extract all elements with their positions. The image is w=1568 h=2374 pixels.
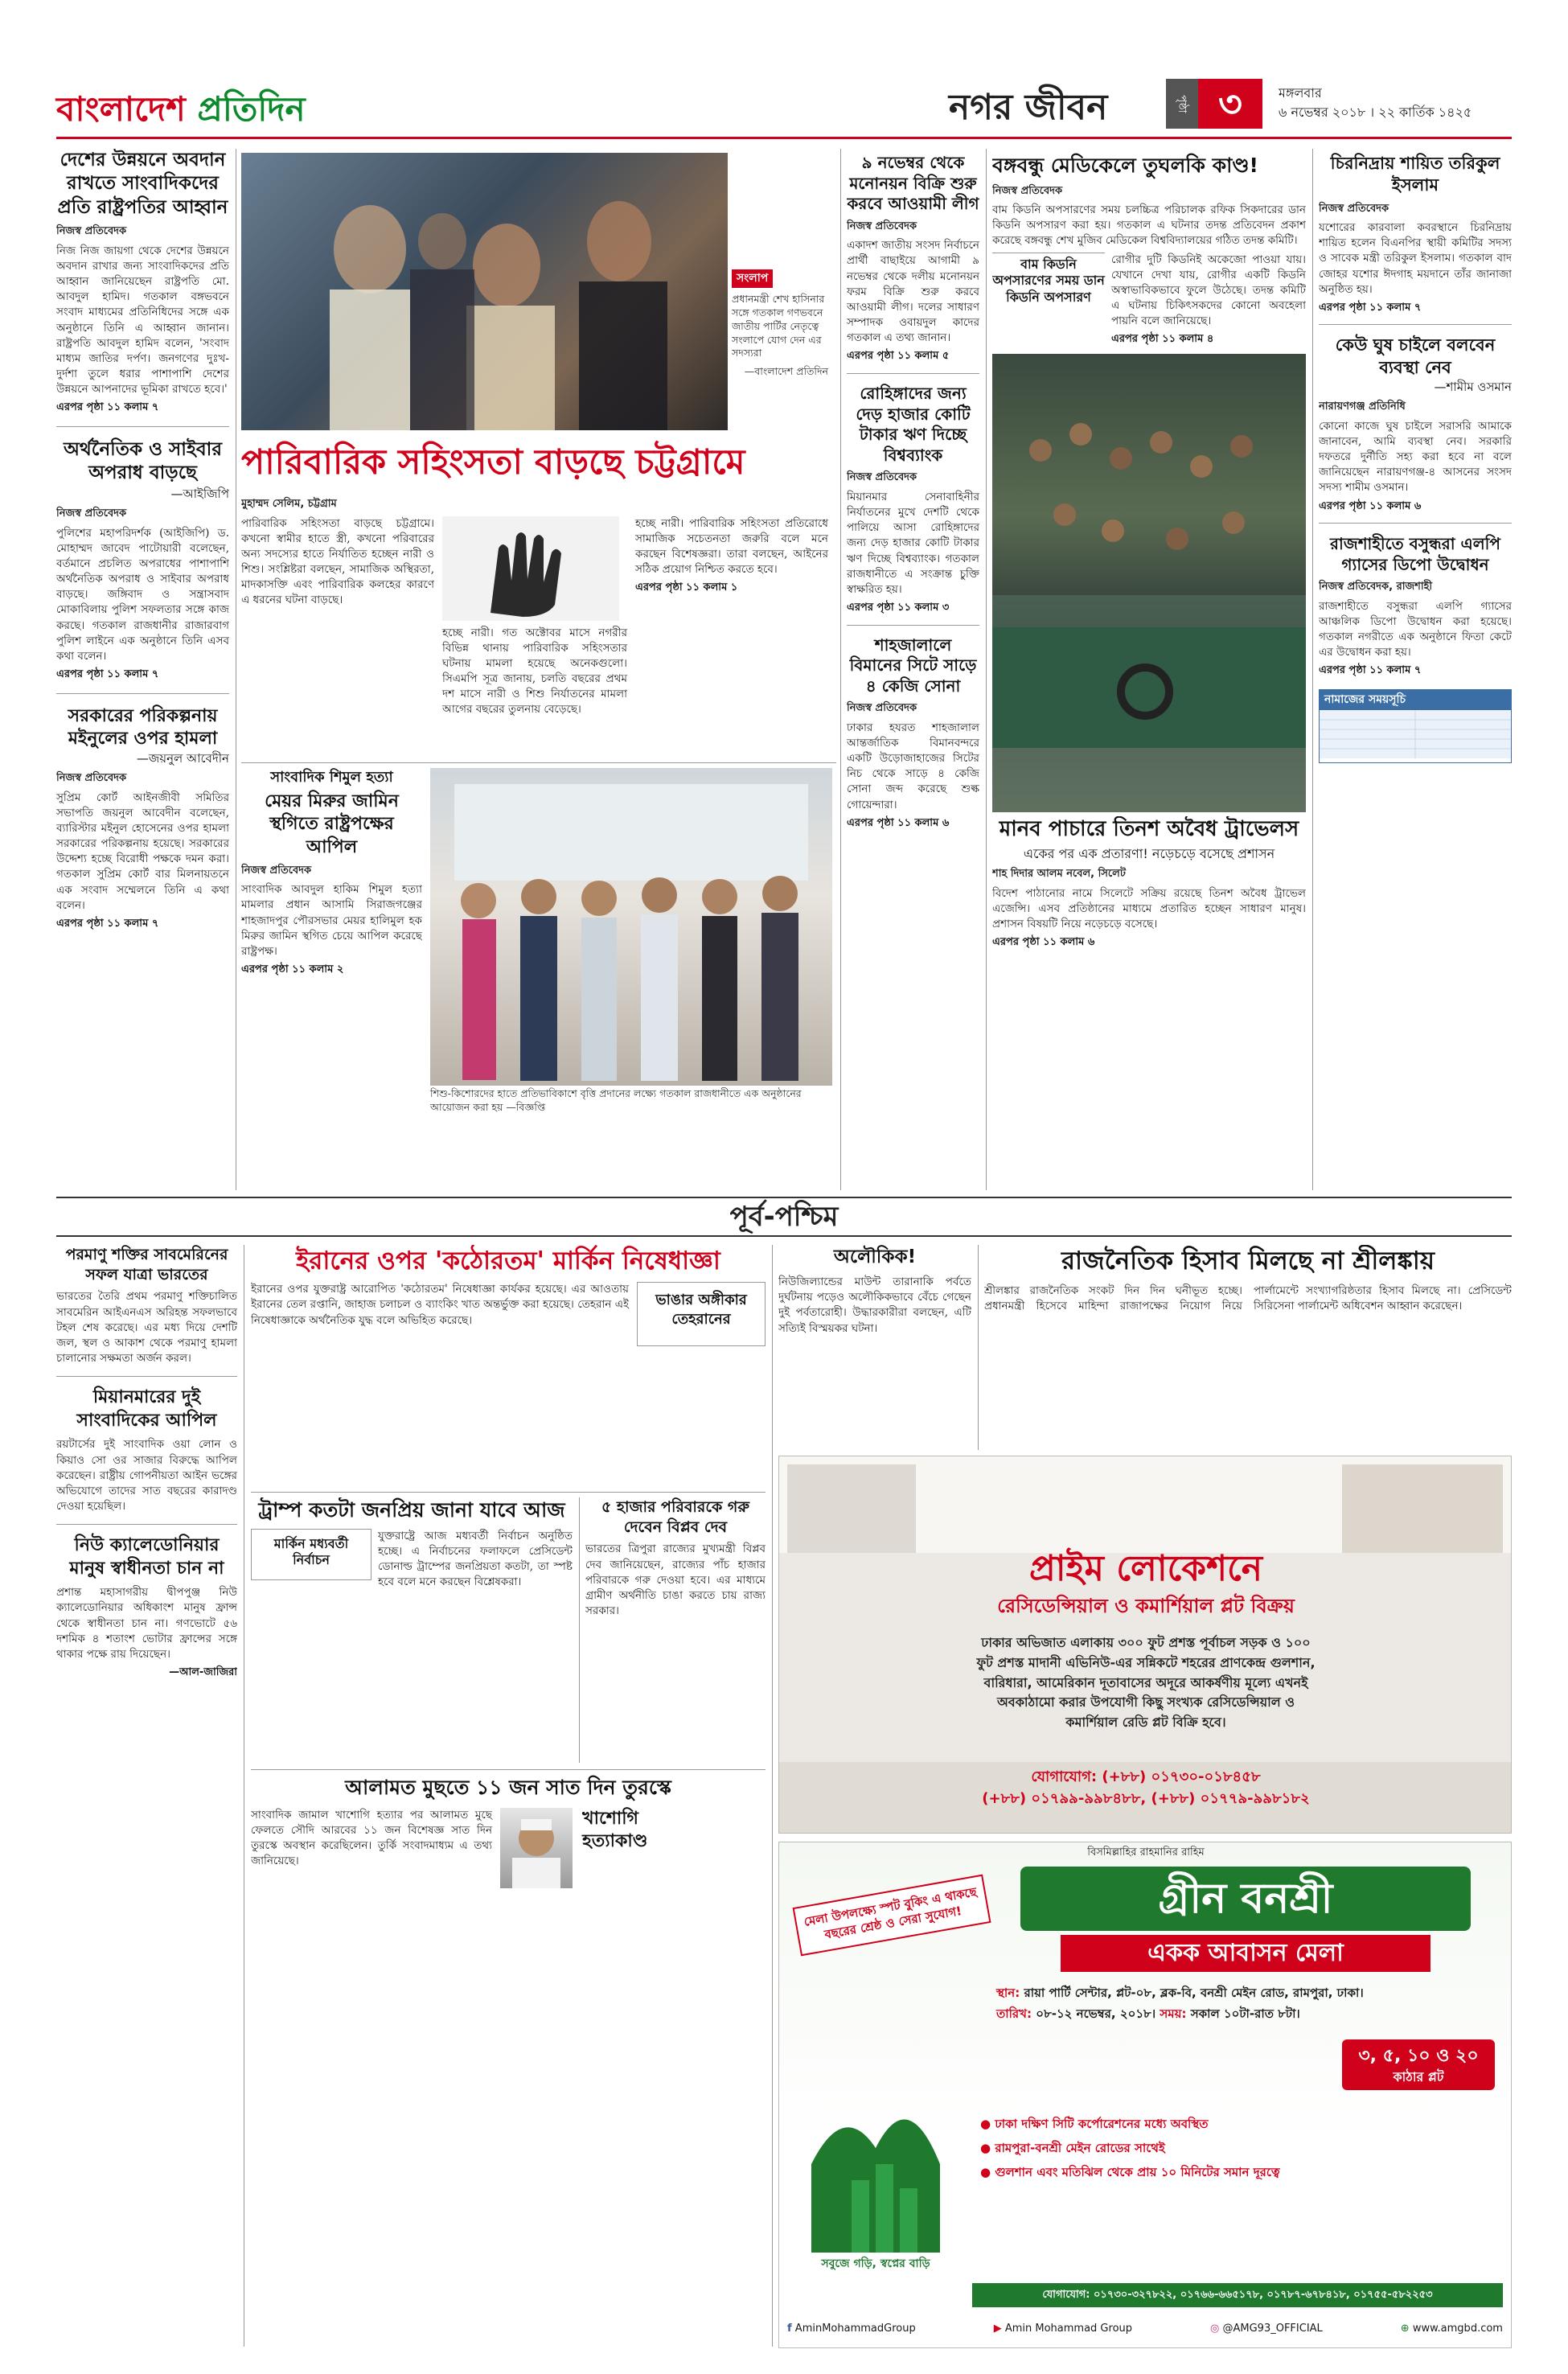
section-banner xyxy=(56,1197,1512,1237)
article-inset-quote: ভাঙার অঙ্গীকার তেহরানের xyxy=(637,1282,766,1346)
instagram-handle: @AMG93_OFFICIAL xyxy=(1222,2323,1323,2335)
portrait-icon xyxy=(500,1808,573,1888)
day-text: মঙ্গলবার xyxy=(1279,85,1322,101)
article-shamim[interactable] xyxy=(1319,335,1512,513)
article-body: পুলিশের মহাপরিদর্শক (আইজিপি) ড. মোহাম্মদ জাবেদ পাটোয়ারী বলেছেন, বর্তমানে প্রচলিত অপরাধের পাশাপাশি অর্থনৈতিক অপরাধ ও সাইবার অপরাধ বাড়ছে। জঙ্গিবাদ ও সন্ত্রাসবাদ মোকাবিলায় পুলিশ সফলতার সঙ্গে কাজ করছে। গতকাল রাজধানীর রাজারবাগ পুলিশ লাইনে এক অনুষ্ঠানে তিনি এসব কথা বলেন। xyxy=(56,526,229,663)
divider xyxy=(56,1376,237,1377)
globe-icon: ⊕ xyxy=(1400,2323,1410,2335)
benefit-text: রামপুরা-বনশ্রী মেইন রোডের সাথেই xyxy=(995,2141,1165,2155)
article-body: যুক্তরাষ্ট্রে আজ মধ্যবর্তী নির্বাচন অনুষ্ঠিত হচ্ছে। এ নির্বাচনের ফলাফলে প্রেসিডেন্ট ডোনাল্ড ট্রাম্পের জনপ্রিয়তা কতটা, তা স্পষ্ট হবে বলে মনে করছেন বিশ্লেষকরা। xyxy=(378,1529,573,1588)
facebook-handle: AminMohammadGroup xyxy=(794,2323,916,2335)
photo-caption xyxy=(430,1087,832,1119)
instagram-link[interactable] xyxy=(1210,2317,1323,2341)
byline: নিজস্ব প্রতিবেদক xyxy=(241,864,312,877)
byline: নিজস্ব প্রতিবেদক xyxy=(56,225,127,238)
masthead xyxy=(56,72,1512,137)
event-photo[interactable] xyxy=(430,768,832,1086)
article-headline[interactable]: ট্রাম্প কতটা জনপ্রিয় জানা যাবে আজ xyxy=(258,1498,565,1522)
boat-photo[interactable] xyxy=(992,354,1306,812)
venue-value: রায়া পার্টি সেন্টার, প্লট-০৮, ব্লক-বি, বনশ্রী মেইন রোড, রামপুরা, ঢাকা। xyxy=(1024,1986,1364,2000)
article-headline[interactable]: ৯ নভেম্বর থেকে মনোনয়ন বিক্রি শুরু করবে আওয়ামী লীগ xyxy=(847,153,979,214)
prayer-times-table xyxy=(1320,710,1511,758)
continued-note: এরপর পৃষ্ঠা ১১ কলাম ৭ xyxy=(1319,664,1422,677)
divider xyxy=(847,625,979,626)
article-shimul[interactable] xyxy=(241,768,422,1190)
far-right-column xyxy=(1319,153,1512,1190)
divider xyxy=(1319,523,1512,524)
ad-brand: গ্রীন বনশ্রী xyxy=(1020,1867,1471,1931)
ad-brand-logo xyxy=(795,2052,956,2253)
article-body: সুপ্রিম কোর্ট আইনজীবী সমিতির সভাপতি জয়নুল আবেদীন বলেছেন, ব্যারিস্টার মইনুল হোসেনের ওপর হামলা সরকারের পরিকল্পনায় হয়েছে। সরকারের উদ্দেশ্য হচ্ছে বিরোধী পক্ষকে দমন করা। গতকাল সুপ্রিম কোর্ট বার মিলনায়তনে এক সংবাদ সম্মেলনে তিনি এ কথা বলেন। xyxy=(56,791,229,912)
dateline xyxy=(1279,84,1472,122)
intl-left-column xyxy=(56,1245,237,2347)
article-body: একাদশ জাতীয় সংসদ নির্বাচনে প্রার্থী বাছাইয়ে আগামী ৯ নভেম্বর থেকে দলীয় মনোনয়ন ফরম বিক্রি শুরু করবে আওয়ামী লীগ। দলের সাধারণ সম্পাদক ওবায়দুল কাদের গতকাল এ তথ্য জানান। xyxy=(847,239,979,345)
article-body-col3: হচ্ছে নারী। পারিবারিক সহিংসতা প্রতিরোধে সামাজিক সচেতনতা জরুরি বলে মনে করছেন বিশেষজ্ঞরা। তারা বলছেন, আইনের সঠিক প্রয়োগ নিশ্চিত করতে হবে। xyxy=(635,516,828,577)
continued-note: এরপর পৃষ্ঠা ১১ কলাম ৭ xyxy=(1319,301,1422,314)
column-rule xyxy=(772,1245,773,2347)
prayer-times-box xyxy=(1319,689,1512,763)
article-headline[interactable]: রাজশাহীতে বসুন্ধরা এলপি গ্যাসের ডিপো উদ্বোধন xyxy=(1330,534,1500,575)
divider xyxy=(251,1769,766,1770)
ad-social-links xyxy=(787,2317,1503,2341)
prayer-times-title: নামাজের সময়সূচি xyxy=(1320,690,1511,710)
divider xyxy=(251,1492,766,1493)
article-headline[interactable]: রাজনৈতিক হিসাব মিলছে না শ্রীলঙ্কায় xyxy=(1061,1247,1435,1275)
ad-benefit-item: ● ঢাকা দক্ষিণ সিটি কর্পোরেশনের মধ্যে অবস্থিত xyxy=(980,2117,1209,2131)
ad-subheadline: রেসিডেন্সিয়াল ও কমার্শিয়াল প্লট বিক্রয় xyxy=(997,1595,1295,1617)
article-body: যশোরের কারবালা কবরস্থানে চিরনিদ্রায় শায়িত হলেন বিএনপির স্থায়ী কমিটির সদস্য ও সাবেক মন্ত্রী তরিকুল ইসলাম। গতকাল বাদ জোহর যশোর ঈদগাহ ময়দানে তাঁর জানাজা অনুষ্ঠিত হয়। xyxy=(1319,221,1512,296)
facebook-icon: f xyxy=(787,2323,792,2335)
advert-green-banasree[interactable] xyxy=(778,1842,1512,2348)
ad-slogan: সবুজে গড়ি, স্বপ্নের বাড়ি xyxy=(821,2257,930,2270)
article-headline[interactable]: অলৌকিক! xyxy=(833,1247,917,1267)
article-president[interactable] xyxy=(56,149,229,415)
benefit-text: গুলশান এবং মতিঝিল থেকে প্রায় ১০ মিনিটের সমান দূরত্বে xyxy=(995,2165,1280,2179)
ad-venue xyxy=(996,1983,1503,2004)
ad-benefits xyxy=(980,2112,1495,2184)
ad-copy-line: ফুট প্রশস্ত মাদানী এভিনিউ-এর সন্নিকটে শহরের প্রাণকেন্দ্র গুলশান, xyxy=(976,1654,1316,1670)
ad-spot-booking-tag: মেলা উপলক্ষ্যে স্পট বুকিং এ থাকছে বছরের শ্রেষ্ঠ ও সেরা সুযোগ! xyxy=(793,1875,991,1956)
article-body: রয়টার্সের দুই সাংবাদিক ওয়া লোন ও কিয়াও সো ওর সাজার বিরুদ্ধে আপিল করেছেন। রাষ্ট্রীয় গোপনীয়তা আইন ভঙ্গের অভিযোগে তাদের সাত বছরের কারাদণ্ড দেওয়া হয়েছিল। xyxy=(56,1438,237,1513)
article-headline[interactable]: দেশের উন্নয়নে অবদান রাখতে সাংবাদিকদের প্রতি রাষ্ট্রপতির আহ্বান xyxy=(57,150,228,218)
venue-label: স্থান: xyxy=(996,1986,1020,2000)
building-leaf-icon xyxy=(795,2052,956,2253)
article-headline[interactable]: রোহিঙ্গাদের জন্য দেড় হাজার কোটি টাকার ঋণ দিচ্ছে বিশ্বব্যাংক xyxy=(856,383,971,465)
article-body: বিদেশ পাঠানোর নামে সিলেটে সক্রিয় রয়েছে তিনশ অবৈধ ট্রাভেল এজেন্সি। এসব প্রতিষ্ঠানের মাধ্যমে প্রতারিত হচ্ছেন সাধারণ মানুষ। প্রশাসন বিষয়টি নিয়ে নড়েচড়ে বসেছে। xyxy=(992,886,1306,931)
ad-copy xyxy=(827,1633,1464,1733)
continued-note: এরপর পৃষ্ঠা ১১ কলাম ৭ xyxy=(56,917,159,930)
article-subheadline: একের পর এক প্রতারণা! নড়েচড়ে বসেছে প্রশাসন xyxy=(1023,845,1275,861)
continued-note: এরপর পৃষ্ঠা ১১ কলাম ১ xyxy=(635,581,738,594)
article-inset-quote: বাম কিডনি অপসারণের সময় ডান কিডনি অপসারণ xyxy=(992,253,1105,346)
lead-sidebar xyxy=(732,269,828,430)
article-awami[interactable] xyxy=(847,153,979,363)
instagram-icon: ◎ xyxy=(1210,2323,1220,2335)
article-cow[interactable] xyxy=(585,1497,766,1763)
byline: নিজস্ব প্রতিবেদক xyxy=(992,184,1063,197)
ad-fair-title: একক আবাসন মেলা xyxy=(1061,1935,1430,1972)
photo-credit: —বাংলাদেশ প্রতিদিন xyxy=(744,365,828,378)
byline: নিজস্ব প্রতিবেদক xyxy=(1319,202,1389,215)
ad-event-details xyxy=(996,1983,1503,2024)
date-label: তারিখ: xyxy=(996,2006,1032,2021)
page-label: পৃষ্ঠা xyxy=(1166,79,1198,129)
article-body: মিয়ানমার সেনাবাহিনীর নির্যাতনের মুখে দেশটি থেকে পালিয়ে আসা রোহিঙ্গাদের জন্য দেড় হাজার কোটি টাকার ঋণ দিচ্ছে বিশ্বব্যাংক। গতকাল রাজধানীতে এ সংক্রান্ত চুক্তি স্বাক্ষরিত হয়। xyxy=(847,490,979,596)
quote-author: —জয়নুল আবেদীন xyxy=(136,750,229,766)
article-igp[interactable] xyxy=(56,438,229,682)
ad-date xyxy=(996,2004,1503,2025)
article-bashundhara[interactable] xyxy=(1319,533,1512,678)
ad-plot-sizes xyxy=(1342,2039,1495,2090)
article-headline[interactable]: অর্থনৈতিক ও সাইবার অপরাধ বাড়ছে xyxy=(63,438,223,484)
source-credit: —আল-জাজিরা xyxy=(169,1666,237,1679)
plot-sizes-value: ৩, ৫, ১০ ও ২০ xyxy=(1358,2046,1479,2066)
byline: নিজস্ব প্রতিবেদক xyxy=(847,471,917,484)
divider xyxy=(241,762,836,763)
article-headline[interactable]: পরমাণু শক্তির সাবমেরিনের সফল যাত্রা ভারতের xyxy=(65,1246,228,1284)
mid-column xyxy=(847,153,979,1190)
article-headline[interactable]: সরকারের পরিকল্পনায় মইনুলের ওপর হামলা xyxy=(68,705,218,749)
ad-contact-line: যোগাযোগ: (+৮৮) ০১৭৩০-০১৮৪৫৮ xyxy=(1031,1768,1261,1785)
article-myanmar[interactable] xyxy=(56,1386,237,1514)
article-headline[interactable]: মিয়ানমারের দুই সাংবাদিকের আপিল xyxy=(76,1387,217,1431)
article-headline[interactable]: শাহজালালে বিমানের সিটে সাড়ে ৪ কেজি সোনা xyxy=(849,635,977,696)
article-headline[interactable]: চিরনিদ্রায় শায়িত তরিকুল ইসলাম xyxy=(1330,154,1500,195)
ad-contact-line: (+৮৮) ০১৭৯৯-৯৯৮৪৮৮, (+৮৮) ০১৭৭৯-৯৯৮১৮২ xyxy=(982,1790,1310,1807)
photo-caption: প্রধানমন্ত্রী শেখ হাসিনার সঙ্গে গতকাল গণভবনে জাতীয় পার্টির নেতৃত্বে সংলাপে যোগ দেন এর সদস্যরা xyxy=(732,292,825,359)
article-headline[interactable]: আলামত মুছতে ১১ জন সাত দিন তুরস্কে xyxy=(345,1776,671,1799)
benefit-text: ঢাকা দক্ষিণ সিটি কর্পোরেশনের মধ্যে অবস্থিত xyxy=(995,2117,1209,2131)
article-body-continued: রোগীর দুটি কিডনিই অকেজো পাওয়া যায়। যেখানে দেখা যায়, রোগীর একটি কিডনি অস্বাভাবিকভাবে ফুলে উঠেছে। তদন্ত কমিটি এ ঘটনায় চিকিৎসকদের কোনো অবহেলা পায়নি বলে জানিয়েছে। xyxy=(1111,253,1306,328)
article-headline[interactable]: ৫ হাজার পরিবারকে গরু দেবেন বিপ্লব দেব xyxy=(601,1498,749,1536)
article-body: ইরানের ওপর যুক্তরাষ্ট্র আরোপিত 'কঠোরতম' নিষেধাজ্ঞা কার্যকর হয়েছে। এর আওতায় ইরানের তেল রপ্তানি, জাহাজ চলাচল ও ব্যাংকিং খাত অন্তর্ভুক্ত করা হয়েছে। তেহরান এই নিষেধাজ্ঞাকে অর্থনৈতিক যুদ্ধ বলে অভিহিত করেছে। xyxy=(251,1283,629,1327)
website-url: www.amgbd.com xyxy=(1412,2323,1503,2335)
article-headline[interactable]: ইরানের ওপর 'কঠোরতম' মার্কিন নিষেধাজ্ঞা xyxy=(296,1247,720,1275)
article-body-col2: হচ্ছে নারী। গত অক্টোবর মাসে নগরীর বিভিন্ন থানায় পারিবারিক সহিংসতার ঘটনায় মামলা হয়েছে অনেকগুলো। সিএমপি সূত্র জানায়, চলতি বছরের প্রথম দশ মাসে নারী ও শিশু নির্যাতনের মামলা আগের বছরের তুলনায় বেড়েছে। xyxy=(442,626,627,717)
lead-photo-figures xyxy=(241,153,728,430)
divider xyxy=(56,693,229,694)
lead-article xyxy=(241,492,836,758)
ad-headline: প্রাইম লোকেশনে xyxy=(1028,1548,1263,1589)
caption-text: শিশু-কিশোরদের হাতে প্রতিভাবিকাশে বৃত্তি প্রদানের লক্ষ্যে গতকাল রাজধানীতে এক অনুষ্ঠানের আয়োজন করা হয় xyxy=(430,1087,802,1113)
youtube-icon: ▶ xyxy=(993,2323,1002,2335)
article-body: প্রশান্ত মহাসাগরীয় দ্বীপপুঞ্জ নিউ ক্যালেডোনিয়ার অধিকাংশ মানুষ ফ্রান্স থেকে স্বাধীনতা চান না। গণভোটে ৫৬ দশমিক ৪ শতাংশ ভোটার ফ্রান্সের সঙ্গে থাকার পক্ষে রায় দিয়েছেন। xyxy=(56,1586,237,1661)
lead-photo[interactable] xyxy=(241,153,728,430)
article-body: ঢাকার হযরত শাহজালাল আন্তর্জাতিক বিমানবন্দরে একটি উড়োজাহাজের সিটের নিচ থেকে সাড়ে ৪ কেজি সোনা জব্দ করেছে শুল্ক গোয়েন্দারা। xyxy=(847,721,979,811)
ad-bismillah: বিসমিল্লাহির রাহমানির রাহিম xyxy=(1087,1846,1205,1859)
continued-note: এরপর পৃষ্ঠা ১১ কলাম ৬ xyxy=(1319,499,1422,512)
page-number-box xyxy=(1166,79,1262,129)
page-number: ৩ xyxy=(1198,79,1262,129)
logo-main-text: বাংলাদেশ xyxy=(56,89,186,129)
article-inset-quote: খাশোগি হত্যাকাণ্ড xyxy=(582,1808,648,1852)
article-body: সাংবাদিক জামাল খাশোগি হত্যার পর আলামত মুছে ফেলতে সৌদি আরবের ১১ জন বিশেষজ্ঞ সাত দিন তুরস্কে অবস্থান করেছিলেন। তুর্কি সংবাদমাধ্যম এ তথ্য জানিয়েছে। xyxy=(251,1808,492,1867)
logo-accent-text: প্রতিদিন xyxy=(197,89,306,129)
youtube-link[interactable] xyxy=(994,2317,1132,2341)
article-rohingya[interactable] xyxy=(847,384,979,615)
column-rule xyxy=(579,1497,580,1763)
violence-illustration xyxy=(442,516,619,621)
byline: নিজস্ব প্রতিবেদক xyxy=(56,507,127,520)
continued-note: এরপর পৃষ্ঠা ১১ কলাম ৩ xyxy=(847,601,950,614)
ad-copy-line: ঢাকার অভিজাত এলাকায় ৩০০ ফুট প্রশস্ত পূর্বাচল সড়ক ও ১০০ xyxy=(981,1635,1311,1650)
time-label: সময়: xyxy=(1160,2006,1187,2021)
date-text: ৬ নভেম্বর ২০১৮ । ২২ কার্তিক ১৪২৫ xyxy=(1279,105,1472,120)
event-photo-figures xyxy=(430,768,832,1086)
article-body: ভারতের তৈরি প্রথম পরমাণু শক্তিচালিত সাবমেরিন আইএনএস অরিহন্ত সফলভাবে টহল শেষ করেছে। এর মধ্য দিয়ে দেশটি জল, স্থল ও আকাশ থেকে পরমাণু হামলা চালানোর সক্ষমতা অর্জন করল। xyxy=(56,1290,237,1365)
sidebar-tag: সংলাপ xyxy=(732,269,773,288)
article-moinul[interactable] xyxy=(56,705,229,931)
byline: শাহ দিদার আলম নবেল, সিলেট xyxy=(992,868,1126,881)
section-banner-title: পূর্ব-পশ্চিম xyxy=(729,1201,839,1233)
continued-note: এরপর পৃষ্ঠা ১১ কলাম ৬ xyxy=(847,816,950,829)
ad-benefit-item: ● গুলশান এবং মতিঝিল থেকে প্রায় ১০ মিনিটের সমান দূরত্বে xyxy=(980,2165,1280,2179)
byline: নিজস্ব প্রতিবেদক, রাজশাহী xyxy=(1319,581,1433,594)
column-rule xyxy=(840,149,841,1190)
column-rule xyxy=(986,149,987,1190)
byline: নারায়ণগঞ্জ প্রতিনিধি xyxy=(1319,400,1406,413)
article-body: নিউজিল্যান্ডের মাউন্ট তারানাকি পর্বতে দুর্ঘটনায় পড়েও অলৌকিকভাবে বেঁচে গেছেন দুই পর্বতারোহী। উদ্ধারকারীরা বলছেন, এটি সত্যিই বিস্ময়কর ঘটনা। xyxy=(778,1275,971,1335)
byline: নিজস্ব প্রতিবেদক xyxy=(847,220,917,232)
lead-headline[interactable]: পারিবারিক সহিংসতা বাড়ছে চট্টগ্রামে xyxy=(241,442,745,483)
date-value: ০৮-১২ নভেম্বর, ২০১৮। xyxy=(1036,2006,1156,2021)
divider xyxy=(847,373,979,374)
article-trump[interactable] xyxy=(251,1497,573,1763)
khashoggi-portrait xyxy=(500,1808,573,1888)
divider xyxy=(56,1524,237,1525)
newspaper-logo[interactable] xyxy=(56,87,306,133)
article-headline[interactable]: মেয়র মিরুর জামিন স্থগিতে রাষ্ট্রপক্ষের আপিল xyxy=(265,791,399,857)
divider xyxy=(56,426,229,427)
plot-sizes-label: কাঠার প্লট xyxy=(1393,2068,1444,2084)
continued-note: এরপর পৃষ্ঠা ১১ কলাম ৭ xyxy=(56,668,159,681)
article-srilanka[interactable] xyxy=(984,1245,1512,1450)
ad-benefit-item: ● রামপুরা-বনশ্রী মেইন রোডের সাথেই xyxy=(980,2141,1165,2155)
ad-contact-strip[interactable]: যোগাযোগ: ০১৭৩০-৩২৭৮২২, ০১৭৬৬-৬৬৫১৭৮, ০১৭৮৭-৬৭৮৪১৮, ০১৭৫৫-৫৮২২৫৩ xyxy=(972,2283,1503,2307)
article-khashoggi[interactable] xyxy=(251,1775,766,2346)
article-kicker: সাংবাদিক শিমুল হত্যা xyxy=(270,769,393,786)
byline: নিজস্ব প্রতিবেদক xyxy=(56,772,127,785)
article-headline[interactable]: নিউ ক্যালেডোনিয়ার মানুষ স্বাধীনতা চান না xyxy=(69,1535,224,1579)
ad-contact[interactable] xyxy=(779,1766,1512,1809)
article-body-col1: পারিবারিক সহিংসতা বাড়ছে চট্টগ্রামে। কখনো স্বামীর হাতে স্ত্রী, কখনো পরিবারের অন্য সদস্যের হাতে নির্যাতিত হচ্ছেন নারী ও শিশু। সংশ্লিষ্টরা বলছেন, সামাজিক অস্থিরতা, মাদকাসক্তি এবং পারিবারিক কলহের কারণে এ ধরনের ঘটনা বাড়ছে। xyxy=(241,516,434,607)
facebook-link[interactable] xyxy=(787,2317,916,2341)
advert-prime-location[interactable] xyxy=(778,1456,1512,1834)
article-trafficking[interactable] xyxy=(992,816,1306,1190)
masthead-rule xyxy=(56,137,1512,139)
byline: মুহাম্মদ সেলিম, চট্টগ্রাম xyxy=(241,498,337,510)
ad-copy-line: অবকাঠামো করার উপযোগী কিছু সংখ্যক রেসিডেন্সিয়াল ও xyxy=(996,1694,1295,1711)
article-submarine[interactable] xyxy=(56,1245,237,1366)
article-inset-quote: মার্কিন মধ্যবর্তী নির্বাচন xyxy=(251,1529,371,1580)
article-headline[interactable]: কেউ ঘুষ চাইলে বলবেন ব্যবস্থা নেব xyxy=(1335,335,1496,377)
continued-note: এরপর পৃষ্ঠা ১১ কলাম ৪ xyxy=(1111,333,1214,346)
column-rule xyxy=(1312,149,1313,1190)
article-iran[interactable] xyxy=(251,1245,766,1486)
article-body: কোনো কাজে ঘুষ চাইলে সরাসরি আমাকে জানাবেন, আমি ব্যবস্থা নেব। সরকারি দফতরে দুর্নীতি সহ্য করা হবে না বলে জানিয়েছেন নারায়ণগঞ্জ-৪ আসনের সংসদ সদস্য শামীম ওসমান। xyxy=(1319,419,1512,495)
article-body: রাজশাহীতে বসুন্ধরা এলপি গ্যাসের আঞ্চলিক ডিপো উদ্বোধন করা হয়েছে। গতকাল নগরীতে এক অনুষ্ঠানে ফিতা কেটে এর উদ্বোধন করা হয়। xyxy=(1319,599,1512,659)
continued-note: এরপর পৃষ্ঠা ১১ কলাম ২ xyxy=(241,963,344,976)
column-rule xyxy=(978,1245,979,1450)
photo-credit: —বিজ্ঞপ্তি xyxy=(506,1100,546,1113)
article-body: সাংবাদিক আবদুল হাকিম শিমুল হত্যা মামলার প্রধান আসামি সিরাজগঞ্জের শাহজাদপুর পৌরসভার মেয়র হালিমুল হক মিরুর জামিন স্থগিত চেয়ে আপিল করেছে রাষ্ট্রপক্ষ। xyxy=(241,883,422,958)
ad-copy-line: কমার্শিয়াল রেডি প্লট বিক্রি হবে। xyxy=(1065,1715,1226,1731)
continued-note: এরপর পৃষ্ঠা ১১ কলাম ৬ xyxy=(992,936,1095,949)
quote-author: —আইজিপি xyxy=(170,486,229,501)
article-headline[interactable]: মানব পাচারে তিনশ অবৈধ ট্রাভেলস xyxy=(999,817,1299,841)
byline: নিজস্ব প্রতিবেদক xyxy=(847,702,917,715)
article-gold[interactable] xyxy=(847,635,979,831)
divider xyxy=(1319,324,1512,325)
left-column xyxy=(56,149,229,1190)
time-value: সকাল ১০টা-রাত ৮টা। xyxy=(1190,2006,1300,2021)
continued-note: এরপর পৃষ্ঠা ১১ কলাম ৫ xyxy=(847,350,950,363)
article-body: নিজ নিজ জায়গা থেকে দেশের উন্নয়নে অবদান রাখার জন্য সাংবাদিকদের প্রতি আহ্বান জানিয়েছেন রাষ্ট্রপতি মো. আবদুল হামিদ। গতকাল বঙ্গভবনে সংবাদ মাধ্যমের প্রতিনিধিদের সঙ্গে এক অনুষ্ঠানে তিনি এ আহ্বান জানান। রাষ্ট্রপতি আবদুল হামিদ বলেন, 'সংবাদ মাধ্যম জাতির দর্পণ। জনগণের দুঃখ-দুর্দশা তুলে ধরার পাশাপাশি দেশের উন্নয়নে আপনাদের ভূমিকা রাখতে হবে।' xyxy=(56,244,229,396)
youtube-handle: Amin Mohammad Group xyxy=(1004,2323,1133,2335)
ad-copy-line: বারিধারা, আমেরিকান দূতাবাসের অদূরে আকর্ষণীয় মূল্যে এখনই xyxy=(983,1674,1308,1690)
continued-note: এরপর পৃষ্ঠা ১১ কলাম ৭ xyxy=(56,401,159,414)
article-bsmmu[interactable] xyxy=(992,153,1306,346)
section-title: নগর জীবন xyxy=(949,87,1108,128)
article-body: শ্রীলঙ্কার রাজনৈতিক সংকট দিন দিন ঘনীভূত হচ্ছে। প্রধানমন্ত্রী হিসেবে মাহিন্দা রাজাপক্ষের নিয়োগ নিয়ে পার্লামেন্টে সংখ্যাগরিষ্ঠতার হিসাব মিলছে না। প্রেসিডেন্ট সিরিসেনা পার্লামেন্ট অধিবেশন আহ্বান করেছেন। xyxy=(984,1284,1512,1313)
hand-icon xyxy=(442,516,619,621)
article-headline[interactable]: বঙ্গবন্ধু মেডিকেলে তুঘলকি কাণ্ড! xyxy=(992,154,1258,177)
article-miracle[interactable] xyxy=(778,1245,971,1450)
article-body: বাম কিডনি অপসারণের সময় চলচ্চিত্র পরিচালক রফিক সিকদারের ডান কিডনি অপসারণ করা হয়। গতকাল এ ঘটনার তদন্ত প্রতিবেদন প্রকাশ করেছে বঙ্গবন্ধু শেখ মুজিব মেডিকেল বিশ্ববিদ্যালয়ের গঠিত তদন্ত কমিটি। xyxy=(992,203,1306,248)
quote-author: —শামীম ওসমান xyxy=(1434,380,1512,395)
article-tarikul[interactable] xyxy=(1319,153,1512,314)
boat-photo-figures xyxy=(992,354,1306,812)
website-link[interactable] xyxy=(1401,2317,1503,2341)
article-new-caledonia[interactable] xyxy=(56,1534,237,1680)
article-body: ভারতের ত্রিপুরা রাজ্যের মুখ্যমন্ত্রী বিপ্লব দেব জানিয়েছেন, রাজ্যের পাঁচ হাজার পরিবারকে গরু দেওয়া হবে। এর মাধ্যমে গ্রামীণ অর্থনীতি চাঙা করতে চায় রাজ্য সরকার। xyxy=(585,1542,766,1617)
